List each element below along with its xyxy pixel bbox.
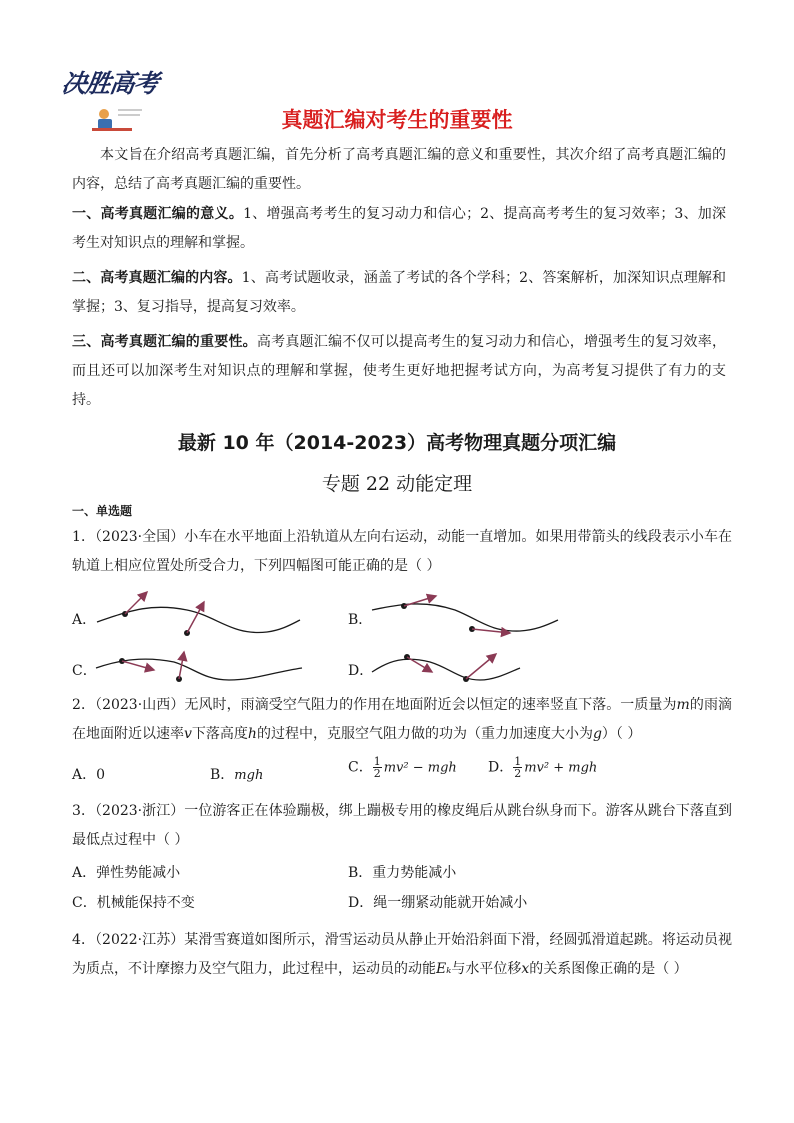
q2-option-a [72, 764, 105, 784]
q1-option-c-label: C． [72, 663, 97, 679]
q2-d-frac-den: 2 [514, 767, 522, 780]
q2-option-c-expr: mv² − mgh [383, 760, 457, 776]
q2-var-v: v [184, 726, 192, 742]
q2-text-e: ）（ ） [601, 726, 642, 742]
q1-option-c-diagram [94, 646, 304, 690]
main-title: 最新 10 年（2014-2023）高考物理真题分项汇编 [177, 432, 617, 454]
q2-option-a-value: 0 [96, 767, 106, 783]
q2-text-a: 2．（2023·山西）无风时，雨滴受空气阻力的作用在地面附近会以恒定的速率竖直下落。一质量为 [72, 697, 677, 713]
q3-option-b: B．重力势能减小 [348, 865, 457, 881]
q2-text-d: 的过程中，克服空气阻力做的功为（重力加速度大小为 [256, 726, 593, 742]
q1-option-b-diagram [370, 588, 560, 648]
q2-c-frac-den: 2 [373, 767, 381, 780]
q2-option-b-value: mgh [234, 768, 264, 783]
section-2 [72, 264, 726, 322]
q4-text-a: 4．（2022·江苏）某滑雪赛道如图所示，滑雪运动员从静止开始沿斜面下滑，经圆弧滑道起跳。将运动员视为质点，不计摩擦力及空气阻力，此过程中，运动员的动能 [72, 932, 732, 977]
q2-option-d-expr: mv² + mgh [524, 760, 598, 776]
q2-var-m: m [676, 697, 690, 713]
q1-option-a-label: A． [72, 612, 97, 628]
q2-var-g: g [592, 726, 602, 742]
q4-text-b: 与水平位移 [451, 961, 522, 977]
logo-text: 决胜高考 [59, 69, 160, 98]
q3-option-a: A．弹性势能减小 [72, 865, 181, 881]
q4-var-x: x [521, 961, 530, 977]
q1-option-d-label: D． [348, 663, 374, 679]
intro-paragraph: 本文旨在介绍高考真题汇编，首先分析了高考真题汇编的意义和重要性，其次介绍了高考真题汇编的内容，总结了高考真题汇编的重要性。 [72, 147, 726, 192]
q3-option-c: C．机械能保持不变 [72, 895, 195, 911]
section-1-heading: 一、高考真题汇编的意义。 [72, 206, 244, 222]
q2-option-c-fraction [373, 756, 382, 779]
q2-var-h: h [247, 726, 257, 742]
q4-var-ek: Eₖ [436, 961, 452, 977]
section-1 [72, 200, 726, 258]
document-title: 真题汇编对考生的重要性 [281, 108, 513, 132]
section-2-heading: 二、高考真题汇编的内容。 [72, 270, 242, 286]
q2-option-b [210, 764, 263, 784]
section-2-text: 1、高考试题收录，涵盖了考试的各个学科；2、答案解析，加深知识点理解和掌握；3、复习指导，提高复习效率。 [72, 270, 727, 315]
q2-option-a-label: A． [72, 767, 97, 783]
q4-text-c: 的关系图像正确的是（ ） [529, 961, 688, 977]
q2-d-frac-num: 1 [514, 755, 522, 768]
section-1-text: 1、增强高考考生的复习动力和信心；2、提高高考考生的复习效率；3、加深考生对知识点的理解和掌握。 [72, 206, 726, 251]
q2-option-b-label: B． [210, 767, 235, 783]
q2-option-d-label: D． [488, 759, 514, 776]
q1-option-d-diagram [370, 646, 530, 690]
section-3-text: 高考真题汇编不仅可以提高考生的复习动力和信心，增强考生的复习效率，而且还可以加深考生对知识点的理解和掌握，使考生更好地把握考试方向，为高考复习提供了有力的支持。 [72, 334, 726, 408]
q2-option-c-label: C． [348, 759, 373, 776]
q2-text-b: 的雨滴在地面附近以速率 [72, 697, 733, 742]
q1-option-a-diagram [92, 588, 302, 648]
section-single-choice: 一、单选题 [72, 504, 133, 518]
q2-option-d [488, 756, 597, 779]
q3-option-d: D．绳一绷紧动能就开始减小 [348, 895, 528, 911]
section-3-heading: 三、高考真题汇编的重要性。 [72, 334, 257, 350]
section-3 [72, 328, 726, 415]
sub-title: 专题 22 动能定理 [321, 473, 473, 495]
q2-option-c [348, 756, 457, 779]
q2-option-d-fraction [513, 756, 522, 779]
question-4 [72, 926, 732, 984]
question-2 [72, 691, 732, 749]
q2-c-frac-num: 1 [373, 755, 381, 768]
q1-option-b-label: B． [348, 612, 373, 628]
question-1: 1．（2023·全国）小车在水平地面上沿轨道从左向右运动，动能一直增加。如果用带箭头的线段表示小车在轨道上相应位置处所受合力，下列四幅图可能正确的是（ ） [72, 529, 732, 574]
q2-text-c: 下落高度 [191, 726, 248, 742]
question-3: 3．（2023·浙江）一位游客正在体验蹦极，绑上蹦极专用的橡皮绳后从跳台纵身而下。游客从跳台下落直到最低点过程中（ ） [72, 803, 732, 848]
